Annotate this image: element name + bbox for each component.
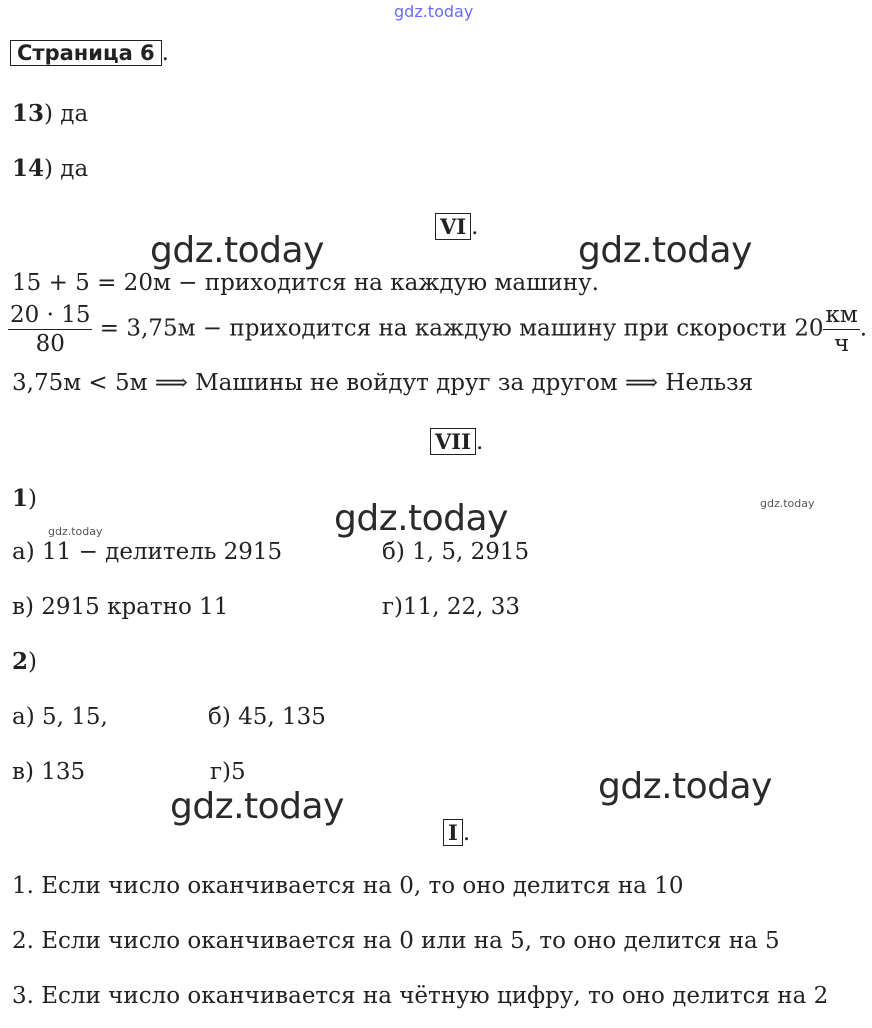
part-2-g: г)5 xyxy=(210,759,246,785)
part-2-label: 2) xyxy=(12,648,37,675)
line-text: = 3,75м − приходится на каждую машину при скорости 20 xyxy=(99,315,824,342)
watermark: gdz.today xyxy=(598,766,772,807)
answer-text: ) да xyxy=(44,101,89,127)
unit-denominator: ч xyxy=(834,331,850,357)
watermark: gdz.today xyxy=(48,525,103,538)
fraction-numerator: 20 · 15 xyxy=(10,302,91,328)
fraction-denominator: 80 xyxy=(35,331,65,357)
unit-fraction xyxy=(823,301,859,358)
watermark: gdz.today xyxy=(394,2,474,21)
answer-number: 13 xyxy=(12,100,45,127)
answer-number: 14 xyxy=(12,155,45,182)
watermark: gdz.today xyxy=(578,230,752,271)
unit-numerator: км xyxy=(825,302,858,328)
part-1-v: в) 2915 кратно 11 xyxy=(12,594,229,620)
rule-item: 3. Если число оканчивается на чётную цифру, то оно делится на 2 xyxy=(12,983,829,1009)
part-1-b: б) 1, 5, 2915 xyxy=(382,539,530,565)
section-title: VI xyxy=(435,213,471,240)
fraction xyxy=(8,301,92,358)
section-title: VII xyxy=(430,428,476,455)
watermark: gdz.today xyxy=(334,498,508,539)
answer-14 xyxy=(12,154,88,184)
watermark: gdz.today xyxy=(170,786,344,827)
watermark: gdz.today xyxy=(760,497,815,510)
part-1-a: а) 11 − делитель 2915 xyxy=(12,539,283,565)
section-vi-line3: 3,75м < 5м ⟹ Машины не войдут друг за другом ⟹ Нельзя xyxy=(12,370,754,396)
part-2-a: а) 5, 15, xyxy=(12,704,108,730)
section-title: I xyxy=(443,819,463,846)
watermark: gdz.today xyxy=(150,230,324,271)
answer-13 xyxy=(12,99,88,129)
rule-item: 2. Если число оканчивается на 0 или на 5, то оно делится на 5 xyxy=(12,928,780,954)
answer-text: ) да xyxy=(44,156,89,182)
section-vi-heading: VI . xyxy=(435,212,478,242)
section-vi-line1: 15 + 5 = 20м − приходится на каждую машину. xyxy=(12,270,599,296)
section-vii-heading: VII . xyxy=(430,427,483,457)
part-number: 1 xyxy=(12,485,29,512)
section-vi-line2: $\frac{20 \cdot 15}{80}$ = 3,75м − приходится на каждую машину при скорости 20 $\frac{км}{ч}$ . xyxy=(10,302,868,357)
part-number: 2 xyxy=(12,648,29,675)
part-1-label: 1) xyxy=(12,485,37,512)
part-2-b: б) 45, 135 xyxy=(208,704,326,730)
part-1-g: г)11, 22, 33 xyxy=(382,594,521,620)
section-i-heading: I . xyxy=(443,818,470,848)
page-header: Страница 6 . xyxy=(10,38,169,68)
part-2-v: в) 135 xyxy=(12,759,86,785)
page-title: Страница 6 xyxy=(10,40,162,66)
rule-item: 1. Если число оканчивается на 0, то оно делится на 10 xyxy=(12,873,684,899)
